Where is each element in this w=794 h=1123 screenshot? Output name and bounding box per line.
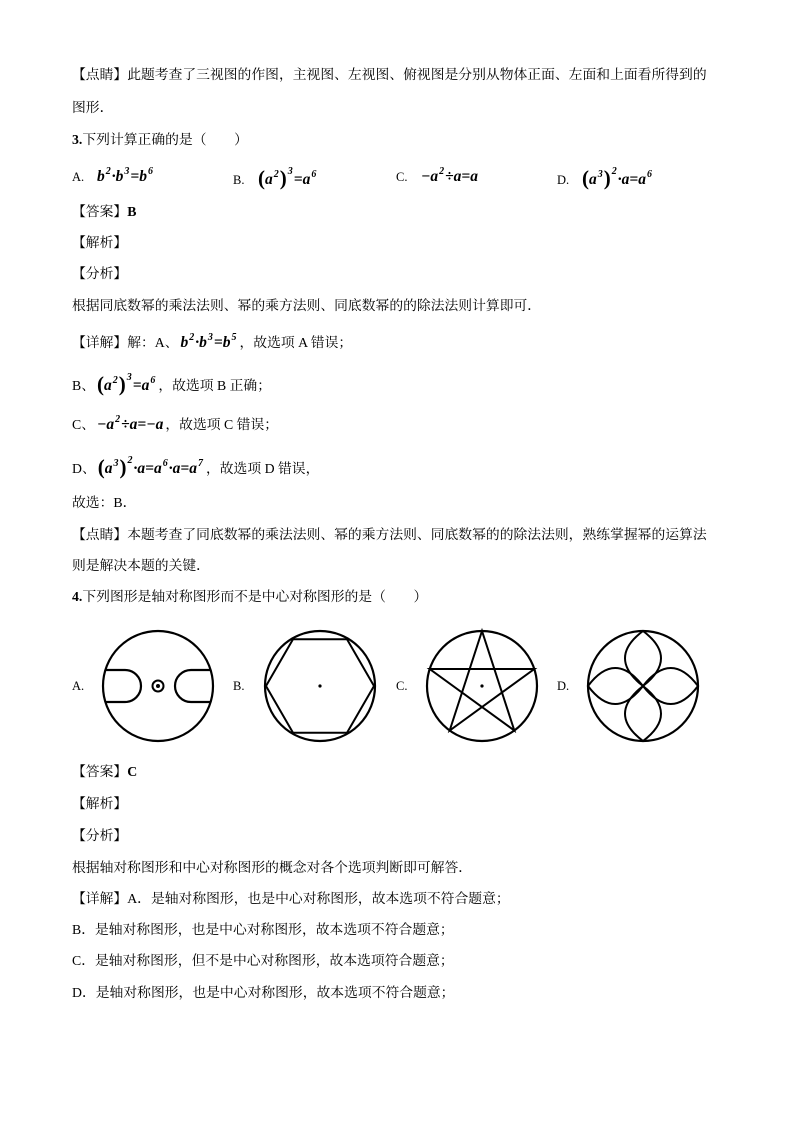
figure-label-c: C. <box>396 679 408 693</box>
option-label: A. <box>72 170 85 184</box>
q4-fenxi <box>72 825 127 847</box>
detail-suffix: ，故选项 D 错误， <box>205 461 320 476</box>
figure-label-d: D. <box>557 679 570 693</box>
detail-text: D．是轴对称图形，也是中心对称图形，故本选项不符合题意； <box>72 985 455 1000</box>
math-term: ·b <box>195 334 207 351</box>
question-number: 4. <box>72 589 83 604</box>
math-exponent: 3 <box>113 458 119 469</box>
math-term: a <box>104 460 113 477</box>
math-left-paren: ( <box>97 455 105 479</box>
q4-detail-line-a <box>72 888 510 910</box>
option-expression <box>421 168 478 185</box>
math-left-paren: ( <box>582 166 589 190</box>
q3-stem <box>72 129 248 151</box>
center-dot <box>156 684 160 688</box>
q3-jiexi <box>72 232 127 254</box>
math-exponent: 6 <box>150 375 156 386</box>
option-label: D. <box>557 173 570 187</box>
math-exponent: 3 <box>287 166 293 177</box>
detail-text: B．是轴对称图形，也是中心对称图形，故本选项不符合题意； <box>72 922 454 937</box>
option-label: B. <box>233 173 245 187</box>
fenxi-text: 根据轴对称图形和中心对称图形的概念对各个选项判断即可解答． <box>72 860 473 875</box>
q4-detail-line-d <box>72 982 454 1004</box>
math-exponent: 6 <box>147 166 153 177</box>
math-exponent: 2 <box>127 455 133 466</box>
math-right-paren: ) <box>603 166 611 190</box>
math-term: ·a=a <box>133 460 162 477</box>
dianjing-text: 则是解决本题的关键． <box>72 558 210 573</box>
q3-detail-line-b <box>72 372 271 394</box>
answer-label: 【答案】 <box>72 764 128 779</box>
conclusion-text: 故选：B． <box>72 495 137 510</box>
q3-detail-line-c <box>72 414 278 436</box>
figure-c-pentagram-in-circle <box>422 626 542 746</box>
figure-b-hexagon-in-circle <box>260 626 380 746</box>
math-exponent: 7 <box>197 458 203 469</box>
math-right-paren: ) <box>118 372 126 396</box>
q3-fenxi <box>72 263 127 285</box>
math-right-paren: ) <box>119 455 127 479</box>
q2-dianjing-line2 <box>72 97 113 119</box>
answer-label: 【答案】 <box>72 204 128 219</box>
option-label: C. <box>396 170 408 184</box>
detail-prefix: 解：A、 <box>127 335 179 350</box>
fenxi-label: 【分析】 <box>72 828 128 843</box>
dianjing-text: 此题考查了三视图的作图，主视图、左视图、俯视图是分别从物体正面、左面和上面看所得到的 <box>127 67 707 82</box>
q4-jiexi <box>72 793 127 815</box>
math-left-paren: ( <box>97 372 104 396</box>
q3-detail-line-d <box>72 455 319 477</box>
math-exponent: 6 <box>162 458 168 469</box>
math-term: b <box>97 168 105 185</box>
math-left-paren: ( <box>258 166 265 190</box>
math-exponent: 2 <box>189 332 195 343</box>
math-term: =b <box>130 168 147 185</box>
q3-detail-line-a <box>72 332 352 354</box>
right-slot <box>175 670 211 702</box>
figure-d-four-petals-in-circle <box>583 626 703 746</box>
detail-label: 【详解】 <box>72 335 128 350</box>
option-expression <box>258 166 317 190</box>
option-expression <box>97 168 154 185</box>
jiexi-label: 【解析】 <box>72 796 128 811</box>
q2-dianjing-line1 <box>72 64 707 86</box>
option-expression <box>582 166 653 190</box>
math-exponent: 2 <box>439 166 445 177</box>
math-term: ·a=a <box>617 171 646 188</box>
fenxi-label: 【分析】 <box>72 266 128 281</box>
q3-dianjing-line2 <box>72 555 210 577</box>
figure-label-b: B. <box>233 679 245 693</box>
math-exponent: 6 <box>311 169 317 180</box>
detail-prefix: C、 <box>72 417 95 432</box>
q4-stem <box>72 586 427 608</box>
q3-dianjing-line1 <box>72 524 707 546</box>
math-exponent: 2 <box>105 166 111 177</box>
dianjing-label: 【点睛】 <box>72 527 128 542</box>
math-term: ·a=a <box>168 460 197 477</box>
math-term: −a <box>97 416 115 433</box>
math-term: =b <box>213 334 231 351</box>
left-slot <box>105 670 141 702</box>
petal-top <box>625 631 661 686</box>
petal-bottom <box>625 686 661 741</box>
q4-detail-line-b <box>72 919 454 941</box>
math-exponent: 2 <box>273 169 279 180</box>
answer-value: C <box>127 764 138 779</box>
math-exponent: 3 <box>124 166 130 177</box>
dianjing-label: 【点睛】 <box>72 67 128 82</box>
fenxi-text: 根据同底数幂的乘法法则、幂的乘方法则、同底数幂的的除法法则计算即可． <box>72 298 542 313</box>
q4-detail-line-c <box>72 950 454 972</box>
petal-left <box>588 668 643 704</box>
math-exponent: 3 <box>207 332 213 343</box>
answer-value: B <box>127 204 137 219</box>
q4-answer <box>72 761 137 783</box>
math-exponent: 2 <box>112 375 118 386</box>
math-exponent: 2 <box>611 166 617 177</box>
q3-answer <box>72 201 136 223</box>
q4-fenxi-text <box>72 857 472 879</box>
math-exponent: 6 <box>646 169 652 180</box>
math-term: a <box>265 171 273 188</box>
detail-prefix: D、 <box>72 461 96 476</box>
math-term: ÷a=−a <box>121 416 164 433</box>
detail-prefix: B、 <box>72 378 95 393</box>
math-right-paren: ) <box>279 166 287 190</box>
math-term: =a <box>132 377 150 394</box>
detail-expression <box>97 416 163 433</box>
figure-label-a: A. <box>72 679 85 693</box>
petal-right <box>643 668 698 704</box>
math-term: a <box>589 171 597 188</box>
jiexi-label: 【解析】 <box>72 235 128 250</box>
detail-expression <box>97 455 204 479</box>
center-dot <box>318 684 321 687</box>
detail-text: C．是轴对称图形，但不是中心对称图形，故本选项符合题意； <box>72 953 454 968</box>
math-exponent: 3 <box>126 372 132 383</box>
math-term: ÷a=a <box>445 168 478 185</box>
detail-expression <box>97 372 156 396</box>
q3-option-c <box>396 166 480 188</box>
figure-a-circle-with-slots <box>98 626 218 746</box>
math-exponent: 5 <box>231 332 237 343</box>
q3-option-b <box>233 166 319 188</box>
detail-label: 【详解】 <box>72 891 128 906</box>
q3-conclusion <box>72 492 136 514</box>
question-text: 下列图形是轴对称图形而不是中心对称图形的是（ ） <box>82 589 428 604</box>
detail-expression <box>181 334 238 351</box>
math-term: ·b <box>111 168 124 185</box>
math-term: a <box>104 377 112 394</box>
q3-fenxi-text <box>72 295 541 317</box>
question-number: 3. <box>72 132 83 147</box>
center-dot <box>480 684 483 687</box>
detail-suffix: ，故选项 B 正确； <box>158 378 272 393</box>
dianjing-text: 本题考查了同底数幂的乘法法则、幂的乘方法则、同底数幂的的除法法则，熟练掌握幂的运算法 <box>127 527 707 542</box>
detail-suffix: ，故选项 A 错误； <box>239 335 353 350</box>
question-text: 下列计算正确的是（ ） <box>82 132 248 147</box>
dianjing-text: 图形． <box>72 100 114 115</box>
math-exponent: 3 <box>597 169 603 180</box>
q3-option-a <box>72 166 156 188</box>
math-term: −a <box>421 168 439 185</box>
math-term: b <box>180 334 189 351</box>
detail-text: A．是轴对称图形，也是中心对称图形，故本选项不符合题意； <box>127 891 510 906</box>
math-exponent: 2 <box>115 414 121 425</box>
q3-option-d <box>557 166 655 188</box>
math-term: =a <box>293 171 311 188</box>
detail-suffix: ，故选项 C 错误； <box>165 417 279 432</box>
